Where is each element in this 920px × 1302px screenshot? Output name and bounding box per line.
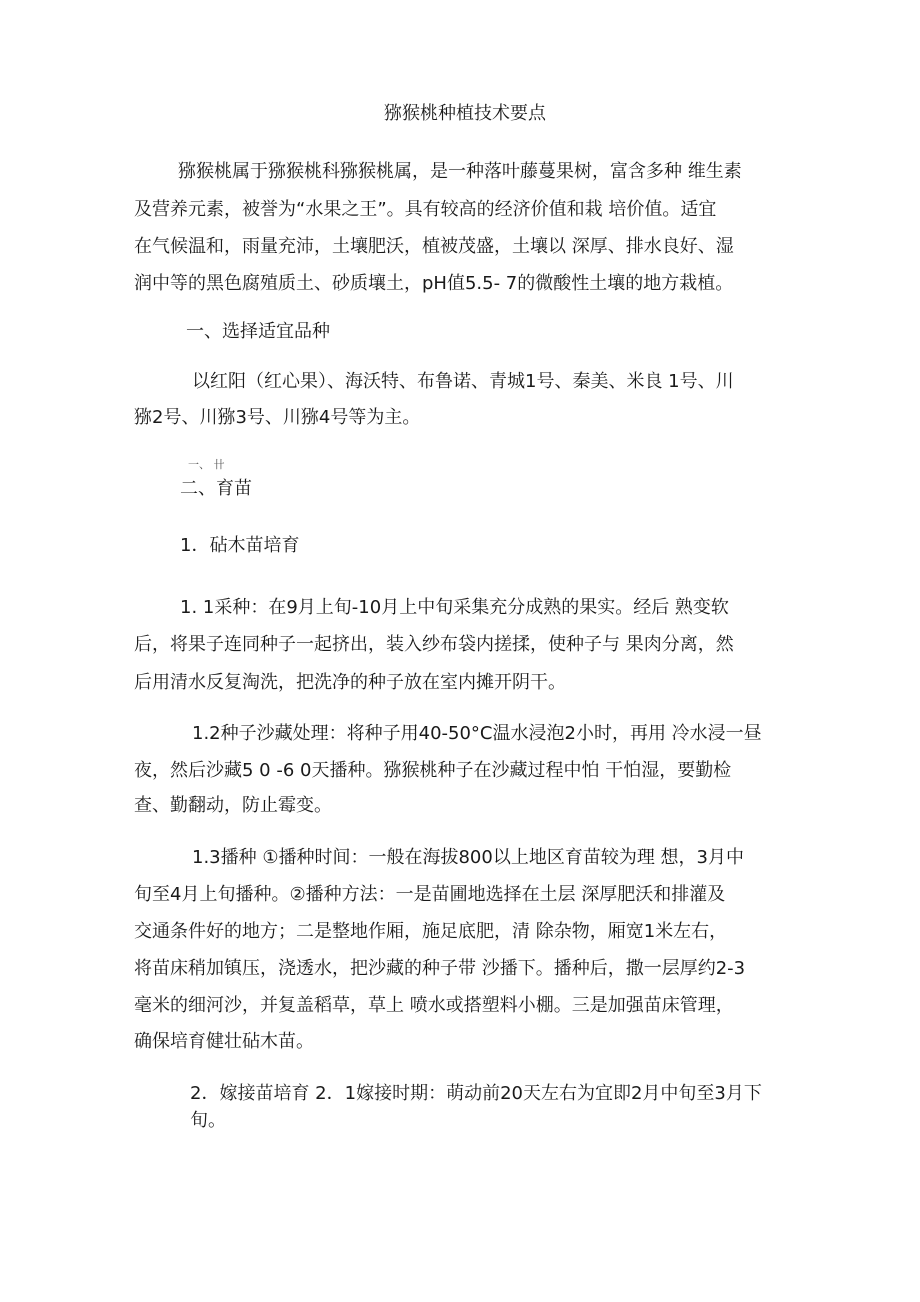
para-2-line-2: 旬。 xyxy=(190,1110,226,1131)
para-1-3-line-3: 交通条件好的地方；二是整地作厢，施足底肥，清 除杂物，厢宽1米左右， xyxy=(134,921,728,942)
para-1-3-line-1: 1.3播种 ①播种时间：一般在海拔800以上地区育苗较为理 想，3月中 xyxy=(192,847,745,868)
intro-line-1: 猕猴桃属于猕猴桃科猕猴桃属，是一种落叶藤蔓果树，富含多种 维生素 xyxy=(178,161,742,182)
section1-line-2: 猕2号、川猕3号、川猕4号等为主。 xyxy=(134,407,421,428)
para-1-1-line-2: 后，将果子连同种子一起挤出，装入纱布袋内搓揉，使种子与 果肉分离，然 xyxy=(134,634,734,655)
para-1-1-line-1: 1. 1采种：在9月上旬-10月上中旬采集充分成熟的果实。经后 熟变软 xyxy=(180,597,729,618)
para-1-2-line-1: 1.2种子沙藏处理：将种子用40-50°C温水浸泡2小时，再用 冷水浸一昼 xyxy=(192,723,762,744)
intro-line-3: 在气候温和，雨量充沛，土壤肥沃，植被茂盛，土壤以 深厚、排水良好、湿 xyxy=(134,236,734,257)
para-1-3-line-2: 旬至4月上旬播种。②播种方法：一是苗圃地选择在土层 深厚肥沃和排灌及 xyxy=(134,884,726,905)
intro-line-4: 润中等的黑色腐殖质土、砂质壤土，pH值5.5- 7的微酸性土壤的地方栽植。 xyxy=(134,273,734,294)
section1-line-1: 以红阳（红心果）、海沃特、布鲁诺、青城1号、秦美、米良 1号、川 xyxy=(192,371,734,392)
para-1-2-line-3: 查、勤翻动，防止霉变。 xyxy=(134,795,332,816)
document-title: 猕猴桃种植技术要点 xyxy=(384,103,546,124)
para-1-3-line-4: 将苗床稍加镇压，浇透水，把沙藏的种子带 沙播下。播种后，撒一层厚约2-3 xyxy=(134,958,746,979)
intro-line-2: 及营养元素，被誉为“水果之王”。具有较高的经济价值和栽 培价值。适宜 xyxy=(134,199,717,220)
para-1-3-line-6: 确保培育健壮砧木苗。 xyxy=(134,1031,314,1052)
section2-heading: 二、育苗 xyxy=(180,478,252,499)
para-1-2-line-2: 夜，然后沙藏5 0 -6 0天播种。猕猴桃种子在沙藏过程中怕 干怕湿，要勤检 xyxy=(134,760,732,781)
section1-heading: 一、选择适宜品种 xyxy=(186,321,330,342)
subsection-1-heading: 1．砧木苗培育 xyxy=(180,535,300,556)
para-1-3-line-5: 毫米的细河沙，并复盖稻草，草上 喷水或搭塑料小棚。三是加强苗床管理， xyxy=(134,995,734,1016)
stray-mark: 一、 卄 xyxy=(188,458,225,471)
para-1-1-line-3: 后用清水反复淘洗，把洗净的种子放在室内摊开阴干。 xyxy=(134,672,566,693)
para-2-line-1: 2．嫁接苗培育 2．1嫁接时期：萌动前20天左右为宜即2月中旬至3月下 xyxy=(190,1083,762,1104)
